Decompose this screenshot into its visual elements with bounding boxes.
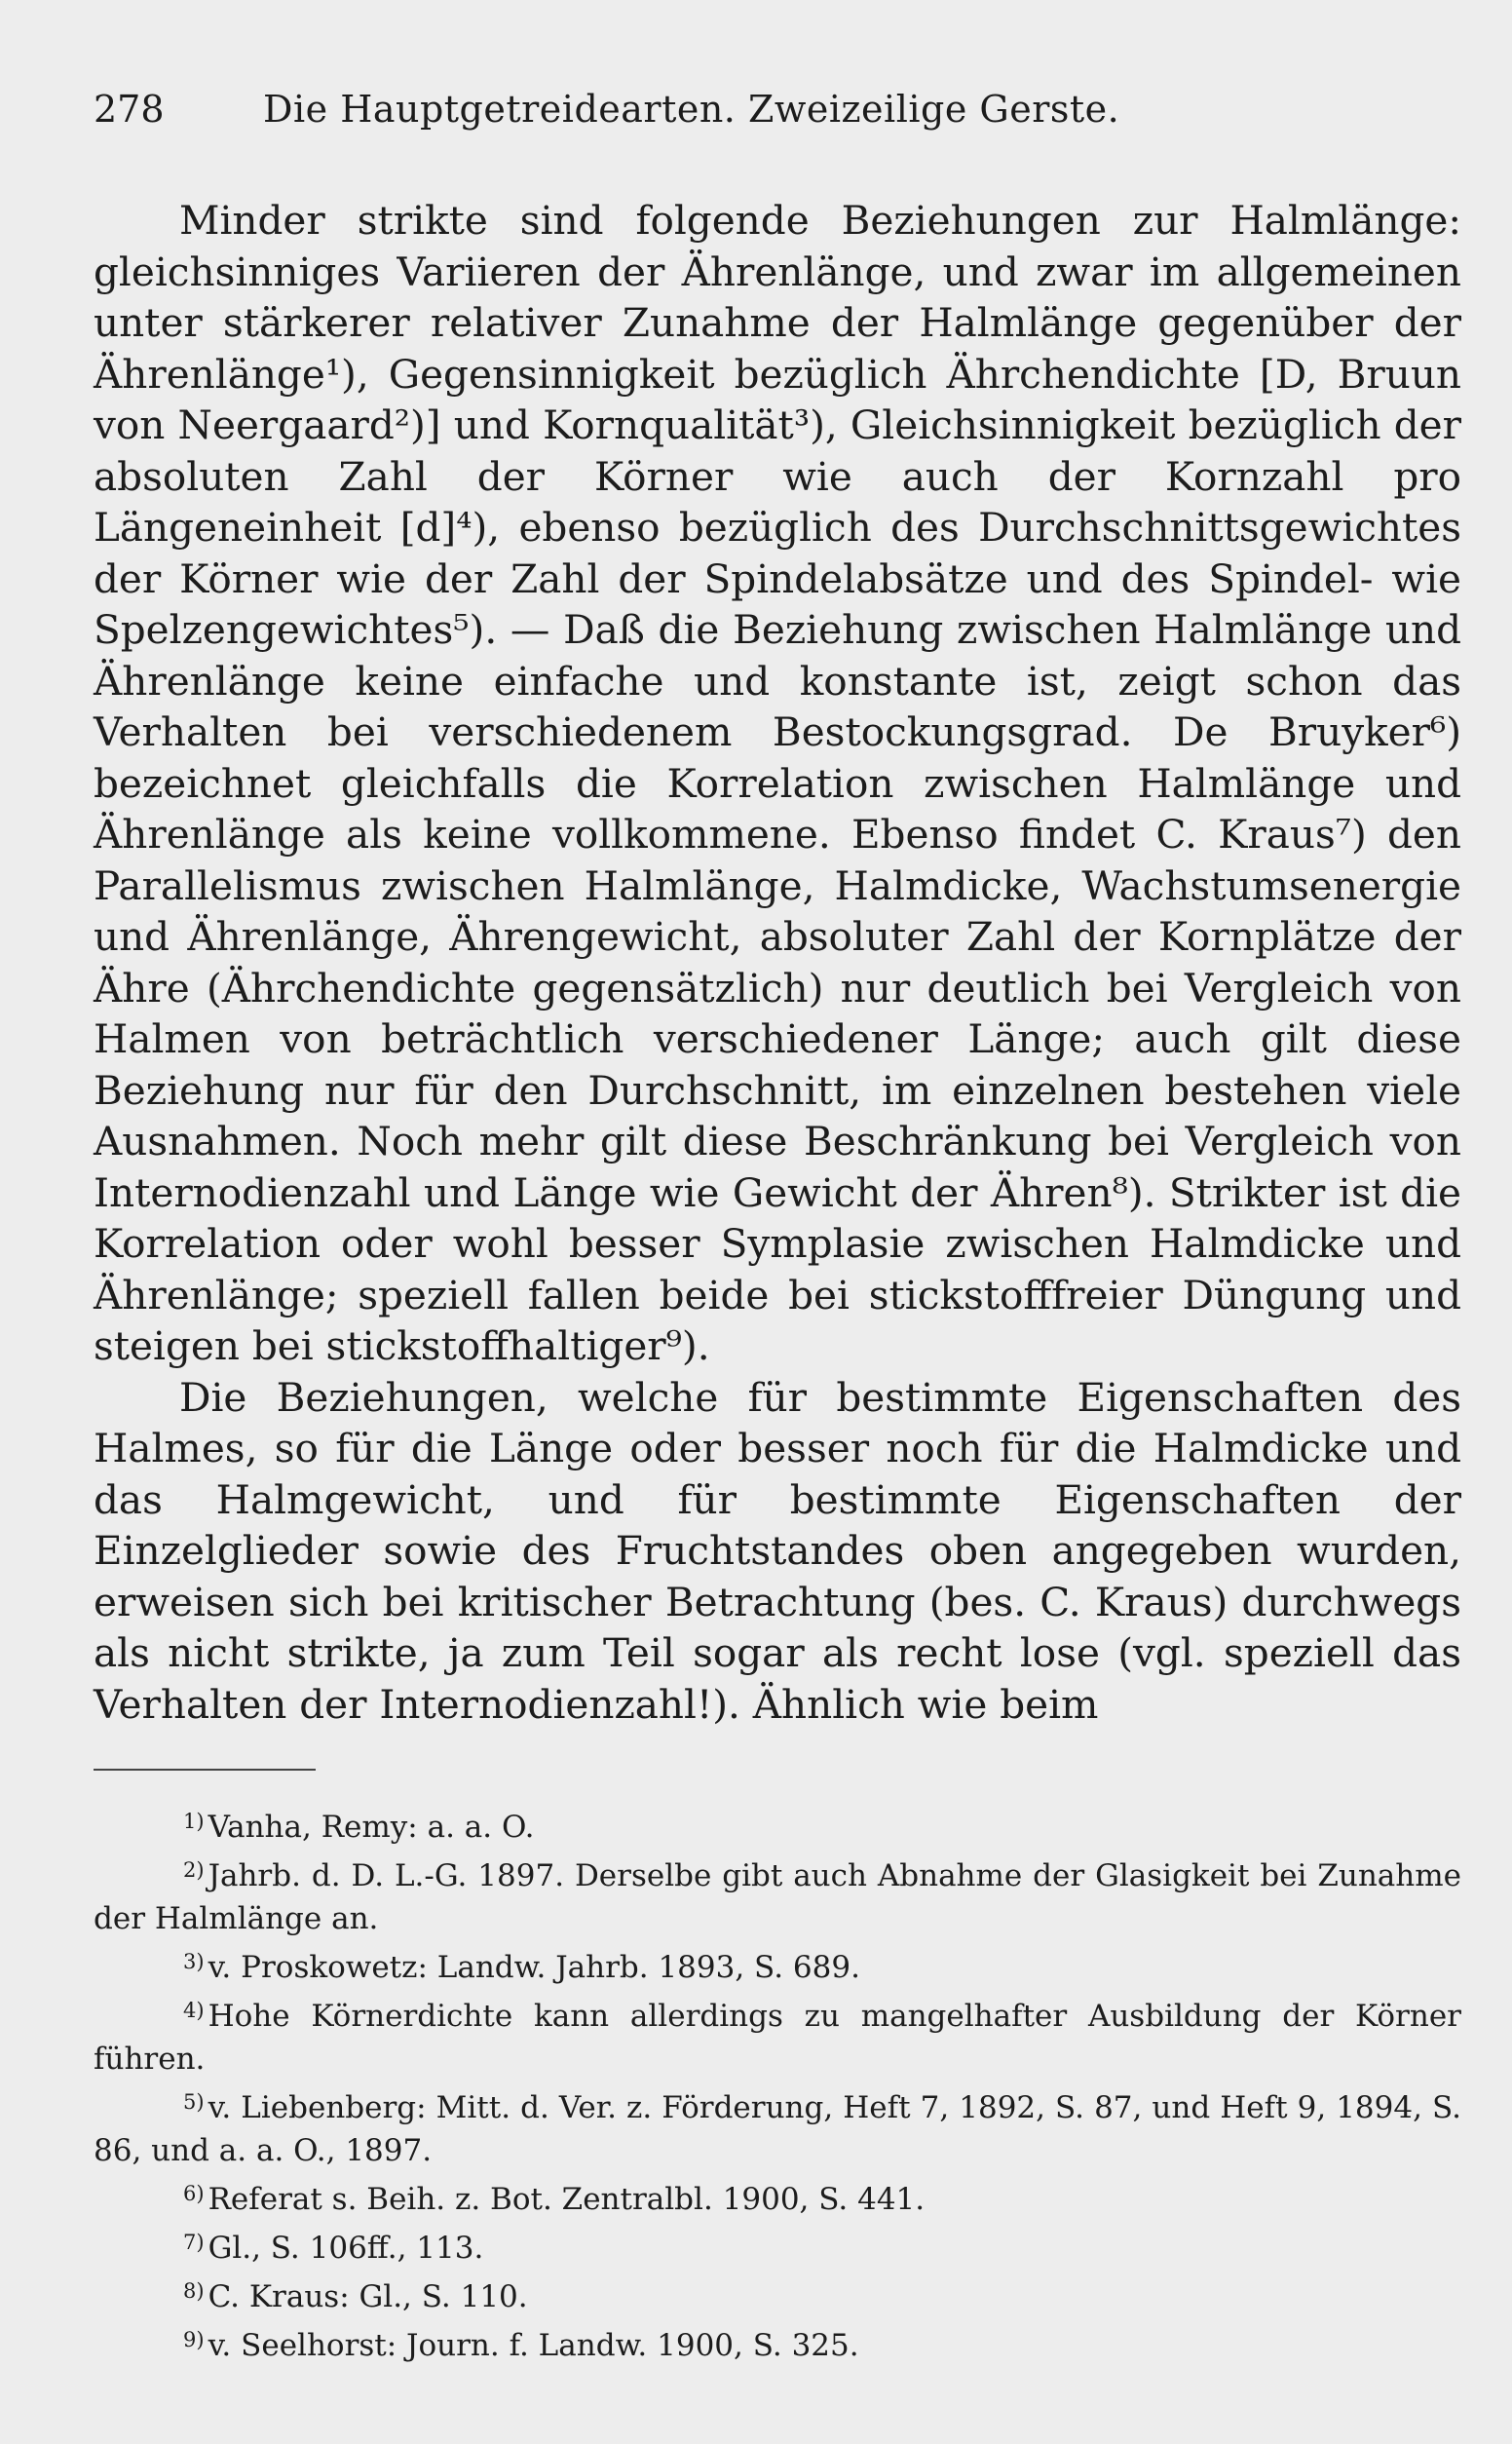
footnote-divider: [94, 1769, 316, 1771]
footnote: [94, 1989, 1461, 2081]
footnote: [94, 2318, 1461, 2367]
footnote-text: Jahrb. d. D. L.-G. 1897. Derselbe gibt auch Abnahme der Glasigkeit bei Zunahme der Halmlänge an.: [94, 1858, 1461, 1936]
footnote: [94, 2221, 1461, 2270]
paragraph-2: Die Beziehungen, welche für bestimmte Eigenschaften des Halmes, so für die Länge oder besser noch für die Halmdicke und das Halmgewicht, und für bestimmte Eigenschaften der Einzelglieder sowie des Fruchtstandes oben angegeben wurden, erweisen sich bei kritischer Betrachtung (bes. C. Kraus) durchwegs als nicht strikte, ja zum Teil sogar als recht lose (vgl. speziell das Verhalten der Internodienzahl!). Ähnlich wie beim: [94, 1373, 1461, 1728]
footnote: [94, 1940, 1461, 1989]
running-title: Die Hauptgetreidearten. Zweizeilige Gerste.: [263, 88, 1120, 131]
footnote-text: v. Seelhorst: Journ. f. Landw. 1900, S. 325.: [208, 2328, 859, 2363]
footnote-mark: 4): [183, 1999, 205, 2022]
page-number: 278: [94, 88, 165, 131]
footnote-mark: 3): [183, 1950, 205, 1973]
footnote-text: Gl., S. 106ff., 113.: [208, 2231, 484, 2266]
footnote-text: Referat s. Beih. z. Bot. Zentralbl. 1900, S. 441.: [208, 2182, 926, 2217]
footnote: [94, 1849, 1461, 1940]
footnote: [94, 1800, 1461, 1849]
footnote: [94, 2081, 1461, 2172]
footnote: [94, 2270, 1461, 2318]
footnote-text: v. Proskowetz: Landw. Jahrb. 1893, S. 689.: [208, 1950, 860, 1985]
footnote-mark: 7): [183, 2231, 205, 2254]
body-text: [94, 195, 1461, 1730]
footnote-text: v. Liebenberg: Mitt. d. Ver. z. Förderung, Heft 7, 1892, S. 87, und Heft 9, 1894, S. 86, und a. a. O., 1897.: [94, 2090, 1461, 2168]
footnotes: [94, 1800, 1461, 2367]
page-header: [94, 88, 1461, 146]
footnote-text: Hohe Körnerdichte kann allerdings zu mangelhafter Ausbildung der Körner führen.: [94, 1999, 1461, 2077]
footnote-text: Vanha, Remy: a. a. O.: [208, 1810, 535, 1845]
footnote-text: C. Kraus: Gl., S. 110.: [208, 2279, 528, 2314]
footnote-mark: 9): [183, 2328, 205, 2351]
paragraph-1: Minder strikte sind folgende Beziehungen zur Halmlänge: gleichsinniges Variieren der Ährenlänge, und zwar im allgemeinen unter stärkerer relativer Zunahme der Halmlänge gegenüber der Ährenlänge¹), Gegensinnigkeit bezüglich Ährchendichte [D, Bruun von Neergaard²)] und Kornqualität³), Gleichsinnigkeit bezüglich der absoluten Zahl der Körner wie auch der Kornzahl pro Längeneinheit [d]⁴), ebenso bezüglich des Durchschnittsgewichtes der Körner wie der Zahl der Spindelabsätze und des Spindel- wie Spelzengewichtes⁵). — Daß die Beziehung zwischen Halmlänge und Ährenlänge keine einfache und konstante ist, zeigt schon das Verhalten bei verschiedenem Bestockungsgrad. De Bruyker⁶) bezeichnet gleichfalls die Korrelation zwischen Halmlänge und Ährenlänge als keine vollkommene. Ebenso findet C. Kraus⁷) den Parallelismus zwischen Halmlänge, Halmdicke, Wachstumsenergie und Ährenlänge, Ährengewicht, absoluter Zahl der Kornplätze der Ähre (Ährchendichte gegensätzlich) nur deutlich bei Vergleich von Halmen von beträchtlich verschiedener Länge; auch gilt diese Beziehung nur für den Durchschnitt, im einzelnen bestehen viele Ausnahmen. Noch mehr gilt diese Beschränkung bei Vergleich von Internodienzahl und Länge wie Gewicht der Ähren⁸). Strikter ist die Korrelation oder wohl besser Symplasie zwischen Halmdicke und Ährenlänge; speziell fallen beide bei stickstofffreier Düngung und steigen bei stickstoffhaltiger⁹).: [94, 197, 1461, 1369]
footnote-mark: 8): [183, 2279, 205, 2303]
footnote-mark: 1): [183, 1810, 205, 1833]
footnote-mark: 2): [183, 1858, 205, 1882]
footnote-mark: 5): [183, 2090, 205, 2114]
footnote-mark: 6): [183, 2182, 205, 2205]
footnote: [94, 2172, 1461, 2221]
